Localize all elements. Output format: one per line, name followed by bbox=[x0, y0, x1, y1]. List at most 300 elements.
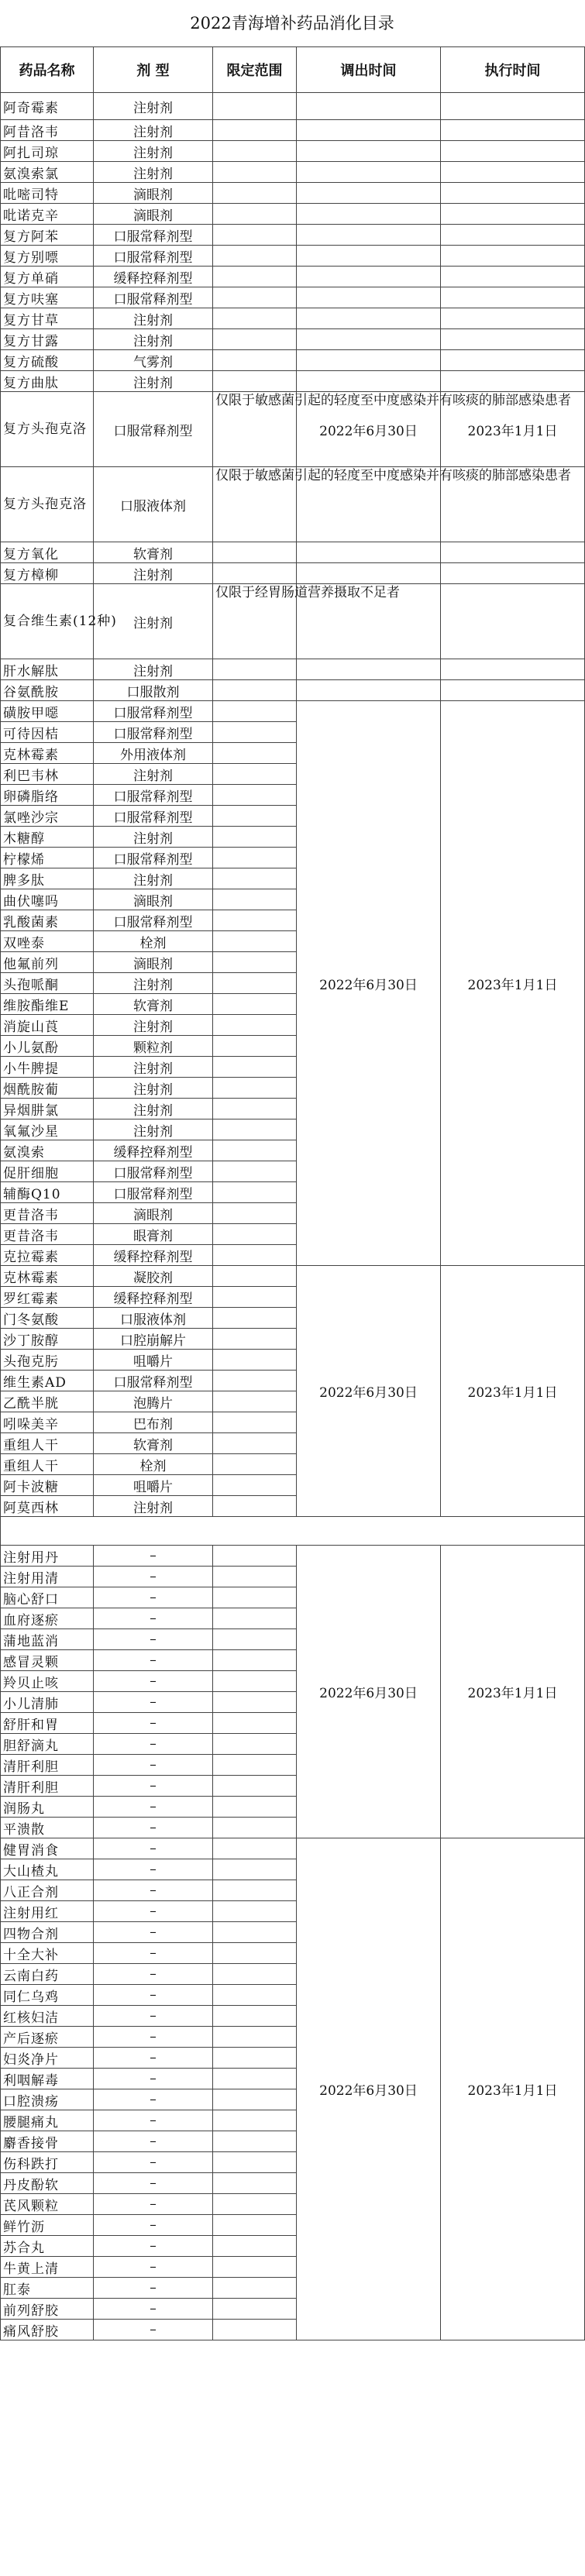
scope-cell bbox=[213, 1412, 297, 1433]
table-row bbox=[1, 308, 585, 329]
drug-name-cell: 消旋山莨 bbox=[1, 1015, 94, 1036]
dosage-form-cell: – bbox=[94, 2069, 213, 2089]
out-date-cell bbox=[297, 371, 441, 392]
dosage-form-cell: – bbox=[94, 1922, 213, 1943]
drug-name-cell: 重组人干 bbox=[1, 1433, 94, 1454]
scope-cell bbox=[213, 785, 297, 806]
exec-date-cell bbox=[441, 287, 585, 308]
drug-name-cell: 更昔洛韦 bbox=[1, 1203, 94, 1224]
drug-name-cell: 复方甘草 bbox=[1, 308, 94, 329]
catalog-body bbox=[1, 93, 585, 2340]
drug-name-cell: 克林霉素 bbox=[1, 743, 94, 764]
scope-cell bbox=[213, 701, 297, 722]
drug-name-cell: 乙酰半胱 bbox=[1, 1391, 94, 1412]
dosage-form-cell: 注射剂 bbox=[94, 1078, 213, 1099]
scope-cell bbox=[213, 931, 297, 952]
drug-name-cell: 前列舒胶 bbox=[1, 2299, 94, 2320]
table-row bbox=[1, 93, 585, 120]
dosage-form-cell: – bbox=[94, 1734, 213, 1755]
drug-name-cell: 润肠丸 bbox=[1, 1797, 94, 1818]
out-date-cell bbox=[297, 183, 441, 204]
out-date-cell bbox=[297, 120, 441, 141]
scope-cell bbox=[213, 2215, 297, 2236]
drug-name-cell: 清肝利胆 bbox=[1, 1755, 94, 1776]
drug-name-cell: 注射用丹 bbox=[1, 1546, 94, 1567]
dosage-form-cell: – bbox=[94, 2194, 213, 2215]
scope-cell bbox=[213, 1797, 297, 1818]
dosage-form-cell: 口服常释剂型 bbox=[94, 1371, 213, 1391]
drug-name-cell: 麝香接骨 bbox=[1, 2131, 94, 2152]
dosage-form-cell: 口服常释剂型 bbox=[94, 910, 213, 931]
drug-name-cell: 胆舒滴丸 bbox=[1, 1734, 94, 1755]
scope-cell bbox=[213, 2131, 297, 2152]
drug-name-cell: 促肝细胞 bbox=[1, 1161, 94, 1182]
dosage-form-cell: 口服散剂 bbox=[94, 680, 213, 701]
exec-date-cell bbox=[441, 162, 585, 183]
out-date-cell bbox=[297, 659, 441, 680]
dosage-form-cell: 缓释控释剂型 bbox=[94, 1245, 213, 1266]
dosage-form-cell: 泡腾片 bbox=[94, 1391, 213, 1412]
scope-cell bbox=[213, 848, 297, 868]
dosage-form-cell: 软膏剂 bbox=[94, 994, 213, 1015]
drug-name-cell: 复方樟柳 bbox=[1, 563, 94, 584]
drug-name-cell: 吲哚美辛 bbox=[1, 1412, 94, 1433]
scope-cell bbox=[213, 1057, 297, 1078]
drug-name-cell: 蒲地蓝消 bbox=[1, 1629, 94, 1650]
table-row bbox=[1, 1838, 585, 1859]
drug-name-cell: 红核妇洁 bbox=[1, 2006, 94, 2027]
dosage-form-cell: 滴眼剂 bbox=[94, 889, 213, 910]
out-date-cell bbox=[297, 329, 441, 350]
scope-cell bbox=[213, 308, 297, 329]
exec-date-cell bbox=[441, 563, 585, 584]
scope-cell bbox=[213, 764, 297, 785]
out-date-cell bbox=[297, 246, 441, 267]
exec-date-cell bbox=[441, 183, 585, 204]
scope-cell bbox=[213, 868, 297, 889]
dosage-form-cell: – bbox=[94, 1629, 213, 1650]
table-row bbox=[1, 267, 585, 287]
drug-name-cell: 复方呋塞 bbox=[1, 287, 94, 308]
out-date-cell bbox=[297, 287, 441, 308]
scope-cell bbox=[213, 1901, 297, 1922]
dosage-form-cell: – bbox=[94, 1671, 213, 1692]
header-scope: 限定范围 bbox=[213, 47, 297, 93]
dosage-form-cell: 注射剂 bbox=[94, 1057, 213, 1078]
scope-cell bbox=[213, 2257, 297, 2278]
dosage-form-cell: – bbox=[94, 1567, 213, 1587]
dosage-form-cell: – bbox=[94, 1755, 213, 1776]
exec-date-cell bbox=[441, 680, 585, 701]
out-date-cell bbox=[297, 680, 441, 701]
dosage-form-cell: 滴眼剂 bbox=[94, 952, 213, 973]
drug-name-cell: 丹皮酚软 bbox=[1, 2173, 94, 2194]
drug-name-cell: 血府逐瘀 bbox=[1, 1608, 94, 1629]
drug-name-cell: 氨溴索 bbox=[1, 1140, 94, 1161]
scope-cell bbox=[213, 1475, 297, 1496]
drug-name-cell: 克拉霉素 bbox=[1, 1245, 94, 1266]
scope-cell bbox=[213, 2173, 297, 2194]
dosage-form-cell: 注射剂 bbox=[94, 868, 213, 889]
scope-cell bbox=[213, 2110, 297, 2131]
drug-name-cell: 双唑泰 bbox=[1, 931, 94, 952]
scope-cell bbox=[213, 1454, 297, 1475]
scope-cell bbox=[213, 1818, 297, 1838]
table-row bbox=[1, 371, 585, 392]
table-row bbox=[1, 329, 585, 350]
dosage-form-cell: 注射剂 bbox=[94, 329, 213, 350]
scope-cell bbox=[213, 2278, 297, 2299]
table-row bbox=[1, 542, 585, 563]
dosage-form-cell: 注射剂 bbox=[94, 584, 213, 659]
scope-cell bbox=[213, 162, 297, 183]
dosage-form-cell: 栓剂 bbox=[94, 1454, 213, 1475]
drug-name-cell: 舒肝和胃 bbox=[1, 1713, 94, 1734]
scope-cell bbox=[213, 1880, 297, 1901]
drug-name-cell: 口腔溃疡 bbox=[1, 2089, 94, 2110]
header-dosage-form: 剂 型 bbox=[94, 47, 213, 93]
drug-name-cell: 苏合丸 bbox=[1, 2236, 94, 2257]
table-row bbox=[1, 204, 585, 225]
scope-cell bbox=[213, 542, 297, 563]
scope-cell bbox=[213, 2048, 297, 2069]
dosage-form-cell: – bbox=[94, 1587, 213, 1608]
table-row bbox=[1, 680, 585, 701]
scope-cell bbox=[213, 806, 297, 827]
scope-cell bbox=[213, 1182, 297, 1203]
dosage-form-cell: – bbox=[94, 2257, 213, 2278]
scope-cell bbox=[213, 1119, 297, 1140]
table-row bbox=[1, 467, 585, 542]
drug-name-cell: 柠檬烯 bbox=[1, 848, 94, 868]
dosage-form-cell: 注射剂 bbox=[94, 141, 213, 162]
dosage-form-cell: 注射剂 bbox=[94, 1496, 213, 1517]
scope-cell bbox=[213, 1692, 297, 1713]
dosage-form-cell: – bbox=[94, 2089, 213, 2110]
drug-name-cell: 阿卡波糖 bbox=[1, 1475, 94, 1496]
scope-cell bbox=[213, 1308, 297, 1329]
dosage-form-cell: – bbox=[94, 1818, 213, 1838]
scope-cell bbox=[213, 1650, 297, 1671]
dosage-form-cell: 口服液体剂 bbox=[94, 467, 213, 542]
scope-cell bbox=[213, 141, 297, 162]
dosage-form-cell: – bbox=[94, 1776, 213, 1797]
scope-cell bbox=[213, 1587, 297, 1608]
exec-date-cell bbox=[441, 542, 585, 563]
scope-cell bbox=[213, 1245, 297, 1266]
drug-name-cell: 复方单硝 bbox=[1, 267, 94, 287]
dosage-form-cell: 咀嚼片 bbox=[94, 1350, 213, 1371]
table-row bbox=[1, 1546, 585, 1567]
scope-cell bbox=[213, 1350, 297, 1371]
out-date-cell bbox=[297, 563, 441, 584]
exec-date-cell bbox=[441, 93, 585, 120]
drug-name-cell: 云南白药 bbox=[1, 1964, 94, 1985]
dosage-form-cell: – bbox=[94, 1797, 213, 1818]
drug-name-cell: 八正合剂 bbox=[1, 1880, 94, 1901]
dosage-form-cell: 注射剂 bbox=[94, 120, 213, 141]
dosage-form-cell: – bbox=[94, 1650, 213, 1671]
scope-cell bbox=[213, 2236, 297, 2257]
out-date-cell bbox=[297, 308, 441, 329]
dosage-form-cell: 注射剂 bbox=[94, 308, 213, 329]
dosage-form-cell: 缓释控释剂型 bbox=[94, 1140, 213, 1161]
drug-name-cell: 产后逐瘀 bbox=[1, 2027, 94, 2048]
table-row bbox=[1, 183, 585, 204]
scope-cell bbox=[213, 1078, 297, 1099]
out-date-cell bbox=[297, 93, 441, 120]
drug-name-cell: 平溃散 bbox=[1, 1818, 94, 1838]
header-row bbox=[1, 47, 585, 93]
exec-date-cell bbox=[441, 246, 585, 267]
dosage-form-cell: – bbox=[94, 1943, 213, 1964]
drug-name-cell: 复方氧化 bbox=[1, 542, 94, 563]
dosage-form-cell: – bbox=[94, 2173, 213, 2194]
out-date-cell bbox=[297, 141, 441, 162]
exec-date-cell bbox=[441, 329, 585, 350]
drug-name-cell: 痛风舒胶 bbox=[1, 2320, 94, 2340]
drug-name-cell: 乳酸菌素 bbox=[1, 910, 94, 931]
out-date-cell bbox=[297, 225, 441, 246]
drug-name-cell: 曲伏噻吗 bbox=[1, 889, 94, 910]
scope-cell bbox=[213, 1496, 297, 1517]
dosage-form-cell: 注射剂 bbox=[94, 659, 213, 680]
dosage-form-cell: 口服常释剂型 bbox=[94, 392, 213, 467]
drug-name-cell: 罗红霉素 bbox=[1, 1287, 94, 1308]
dosage-form-cell: – bbox=[94, 1985, 213, 2006]
dosage-form-cell: 巴布剂 bbox=[94, 1412, 213, 1433]
header-out-date: 调出时间 bbox=[297, 47, 441, 93]
scope-cell bbox=[213, 1371, 297, 1391]
catalog-table bbox=[0, 46, 585, 2340]
exec-date-cell bbox=[441, 204, 585, 225]
table-row bbox=[1, 225, 585, 246]
dosage-form-cell: 口服常释剂型 bbox=[94, 806, 213, 827]
drug-name-cell: 维生素AD bbox=[1, 1371, 94, 1391]
scope-cell bbox=[213, 1985, 297, 2006]
drug-name-cell: 羚贝止咳 bbox=[1, 1671, 94, 1692]
dosage-form-cell: 滴眼剂 bbox=[94, 183, 213, 204]
dosage-form-cell: 口服常释剂型 bbox=[94, 722, 213, 743]
scope-cell bbox=[213, 1629, 297, 1650]
dosage-form-cell: 口腔崩解片 bbox=[94, 1329, 213, 1350]
scope-cell bbox=[213, 2027, 297, 2048]
drug-name-cell: 复方曲肽 bbox=[1, 371, 94, 392]
dosage-form-cell: – bbox=[94, 2236, 213, 2257]
drug-name-cell: 脑心舒口 bbox=[1, 1587, 94, 1608]
dosage-form-cell: 口服常释剂型 bbox=[94, 701, 213, 722]
drug-name-cell: 阿昔洛韦 bbox=[1, 120, 94, 141]
exec-date-cell bbox=[441, 225, 585, 246]
drug-name-cell: 复方头孢克洛 bbox=[1, 392, 94, 467]
dosage-form-cell: – bbox=[94, 2131, 213, 2152]
scope-cell bbox=[213, 287, 297, 308]
drug-name-cell: 吡诺克辛 bbox=[1, 204, 94, 225]
dosage-form-cell: 滴眼剂 bbox=[94, 1203, 213, 1224]
drug-name-cell: 腰腿痛丸 bbox=[1, 2110, 94, 2131]
dosage-form-cell: – bbox=[94, 2152, 213, 2173]
exec-date-cell bbox=[441, 584, 585, 659]
scope-cell bbox=[213, 1036, 297, 1057]
out-date-cell: 2022年6月30日 bbox=[297, 1546, 441, 1838]
scope-cell bbox=[213, 973, 297, 994]
dosage-form-cell: – bbox=[94, 1964, 213, 1985]
scope-cell bbox=[213, 1546, 297, 1567]
table-row bbox=[1, 1266, 585, 1287]
dosage-form-cell: – bbox=[94, 1713, 213, 1734]
drug-name-cell: 清肝利胆 bbox=[1, 1776, 94, 1797]
scope-cell bbox=[213, 1922, 297, 1943]
scope-cell bbox=[213, 93, 297, 120]
scope-cell bbox=[213, 2152, 297, 2173]
table-row bbox=[1, 246, 585, 267]
scope-cell: 仅限于经胃肠道营养摄取不足者 bbox=[213, 584, 297, 659]
scope-cell bbox=[213, 1734, 297, 1755]
scope-cell bbox=[213, 225, 297, 246]
dosage-form-cell: – bbox=[94, 1692, 213, 1713]
scope-cell bbox=[213, 827, 297, 848]
drug-name-cell: 木糖醇 bbox=[1, 827, 94, 848]
exec-date-cell bbox=[441, 141, 585, 162]
out-date-cell bbox=[297, 542, 441, 563]
dosage-form-cell: 缓释控释剂型 bbox=[94, 1287, 213, 1308]
drug-name-cell: 克林霉素 bbox=[1, 1266, 94, 1287]
scope-cell bbox=[213, 722, 297, 743]
dosage-form-cell: – bbox=[94, 2110, 213, 2131]
scope-cell bbox=[213, 1266, 297, 1287]
scope-cell bbox=[213, 2299, 297, 2320]
dosage-form-cell: 软膏剂 bbox=[94, 542, 213, 563]
dosage-form-cell: 注射剂 bbox=[94, 162, 213, 183]
out-date-cell bbox=[297, 350, 441, 371]
scope-cell bbox=[213, 743, 297, 764]
drug-name-cell: 烟酰胺葡 bbox=[1, 1078, 94, 1099]
scope-cell bbox=[213, 371, 297, 392]
scope-cell bbox=[213, 1671, 297, 1692]
scope-cell bbox=[213, 2320, 297, 2340]
scope-cell bbox=[213, 183, 297, 204]
scope-cell bbox=[213, 1859, 297, 1880]
table-row bbox=[1, 1517, 585, 1546]
dosage-form-cell: 咀嚼片 bbox=[94, 1475, 213, 1496]
scope-cell bbox=[213, 1943, 297, 1964]
exec-date-cell bbox=[441, 308, 585, 329]
drug-name-cell: 伤科跌打 bbox=[1, 2152, 94, 2173]
drug-name-cell: 磺胺甲噁 bbox=[1, 701, 94, 722]
scope-cell bbox=[213, 267, 297, 287]
scope-cell bbox=[213, 1964, 297, 1985]
scope-cell: 仅限于敏感菌引起的轻度至中度感染并有咳痰的肺部感染患者 bbox=[213, 392, 297, 467]
dosage-form-cell: – bbox=[94, 2048, 213, 2069]
scope-cell bbox=[213, 1015, 297, 1036]
dosage-form-cell: 注射剂 bbox=[94, 563, 213, 584]
exec-date-cell bbox=[441, 267, 585, 287]
drug-name-cell: 氧氟沙星 bbox=[1, 1119, 94, 1140]
dosage-form-cell: 滴眼剂 bbox=[94, 204, 213, 225]
scope-cell bbox=[213, 1608, 297, 1629]
scope-cell bbox=[213, 994, 297, 1015]
drug-name-cell: 阿莫西林 bbox=[1, 1496, 94, 1517]
drug-name-cell: 牛黄上清 bbox=[1, 2257, 94, 2278]
exec-date-cell: 2023年1月1日 bbox=[441, 1546, 585, 1838]
scope-cell bbox=[213, 2194, 297, 2215]
scope-cell bbox=[213, 2089, 297, 2110]
dosage-form-cell: 注射剂 bbox=[94, 93, 213, 120]
dosage-form-cell: 注射剂 bbox=[94, 371, 213, 392]
dosage-form-cell: 口服常释剂型 bbox=[94, 1182, 213, 1203]
scope-cell bbox=[213, 1433, 297, 1454]
exec-date-cell bbox=[441, 120, 585, 141]
table-row bbox=[1, 563, 585, 584]
dosage-form-cell: 口服常释剂型 bbox=[94, 785, 213, 806]
scope-cell bbox=[213, 329, 297, 350]
dosage-form-cell: 栓剂 bbox=[94, 931, 213, 952]
dosage-form-cell: – bbox=[94, 1546, 213, 1567]
drug-name-cell: 感冒灵颗 bbox=[1, 1650, 94, 1671]
drug-name-cell: 氨溴索氯 bbox=[1, 162, 94, 183]
dosage-form-cell: 凝胶剂 bbox=[94, 1266, 213, 1287]
drug-name-cell: 维胺酯维E bbox=[1, 994, 94, 1015]
dosage-form-cell: 口服液体剂 bbox=[94, 1308, 213, 1329]
drug-name-cell: 更昔洛韦 bbox=[1, 1224, 94, 1245]
dosage-form-cell: 注射剂 bbox=[94, 1015, 213, 1036]
scope-cell bbox=[213, 1099, 297, 1119]
out-date-cell: 2022年6月30日 bbox=[297, 1266, 441, 1517]
page-title: 2022青海增补药品消化目录 bbox=[190, 14, 394, 33]
drug-name-cell: 头孢哌酮 bbox=[1, 973, 94, 994]
dosage-form-cell: – bbox=[94, 2299, 213, 2320]
dosage-form-cell: 外用液体剂 bbox=[94, 743, 213, 764]
drug-name-cell: 重组人干 bbox=[1, 1454, 94, 1475]
drug-name-cell: 小儿氨酚 bbox=[1, 1036, 94, 1057]
drug-name-cell: 注射用清 bbox=[1, 1567, 94, 1587]
exec-date-cell bbox=[441, 659, 585, 680]
dosage-form-cell: 注射剂 bbox=[94, 1099, 213, 1119]
drug-name-cell: 复方别嘌 bbox=[1, 246, 94, 267]
scope-cell bbox=[213, 1391, 297, 1412]
table-row bbox=[1, 141, 585, 162]
scope-cell bbox=[213, 1713, 297, 1734]
drug-name-cell: 肝水解肽 bbox=[1, 659, 94, 680]
drug-name-cell: 复方阿苯 bbox=[1, 225, 94, 246]
scope-cell bbox=[213, 1287, 297, 1308]
drug-name-cell: 小儿清肺 bbox=[1, 1692, 94, 1713]
scope-cell bbox=[213, 952, 297, 973]
scope-cell bbox=[213, 1329, 297, 1350]
dosage-form-cell: 软膏剂 bbox=[94, 1433, 213, 1454]
dosage-form-cell: 注射剂 bbox=[94, 827, 213, 848]
table-row bbox=[1, 120, 585, 141]
drug-name-cell: 妇炎净片 bbox=[1, 2048, 94, 2069]
scope-cell bbox=[213, 2069, 297, 2089]
drug-name-cell: 吡嘧司特 bbox=[1, 183, 94, 204]
drug-name-cell: 利巴韦林 bbox=[1, 764, 94, 785]
out-date-cell bbox=[297, 267, 441, 287]
scope-cell bbox=[213, 120, 297, 141]
scope-cell bbox=[213, 246, 297, 267]
dosage-form-cell: 注射剂 bbox=[94, 973, 213, 994]
drug-name-cell: 肛泰 bbox=[1, 2278, 94, 2299]
scope-cell bbox=[213, 563, 297, 584]
dosage-form-cell: 注射剂 bbox=[94, 764, 213, 785]
exec-date-cell bbox=[441, 350, 585, 371]
drug-name-cell: 沙丁胺醇 bbox=[1, 1329, 94, 1350]
out-date-cell bbox=[297, 204, 441, 225]
scope-cell: 仅限于敏感菌引起的轻度至中度感染并有咳痰的肺部感染患者 bbox=[213, 467, 297, 542]
drug-name-cell: 他氟前列 bbox=[1, 952, 94, 973]
scope-cell bbox=[213, 659, 297, 680]
drug-name-cell: 异烟肼氯 bbox=[1, 1099, 94, 1119]
